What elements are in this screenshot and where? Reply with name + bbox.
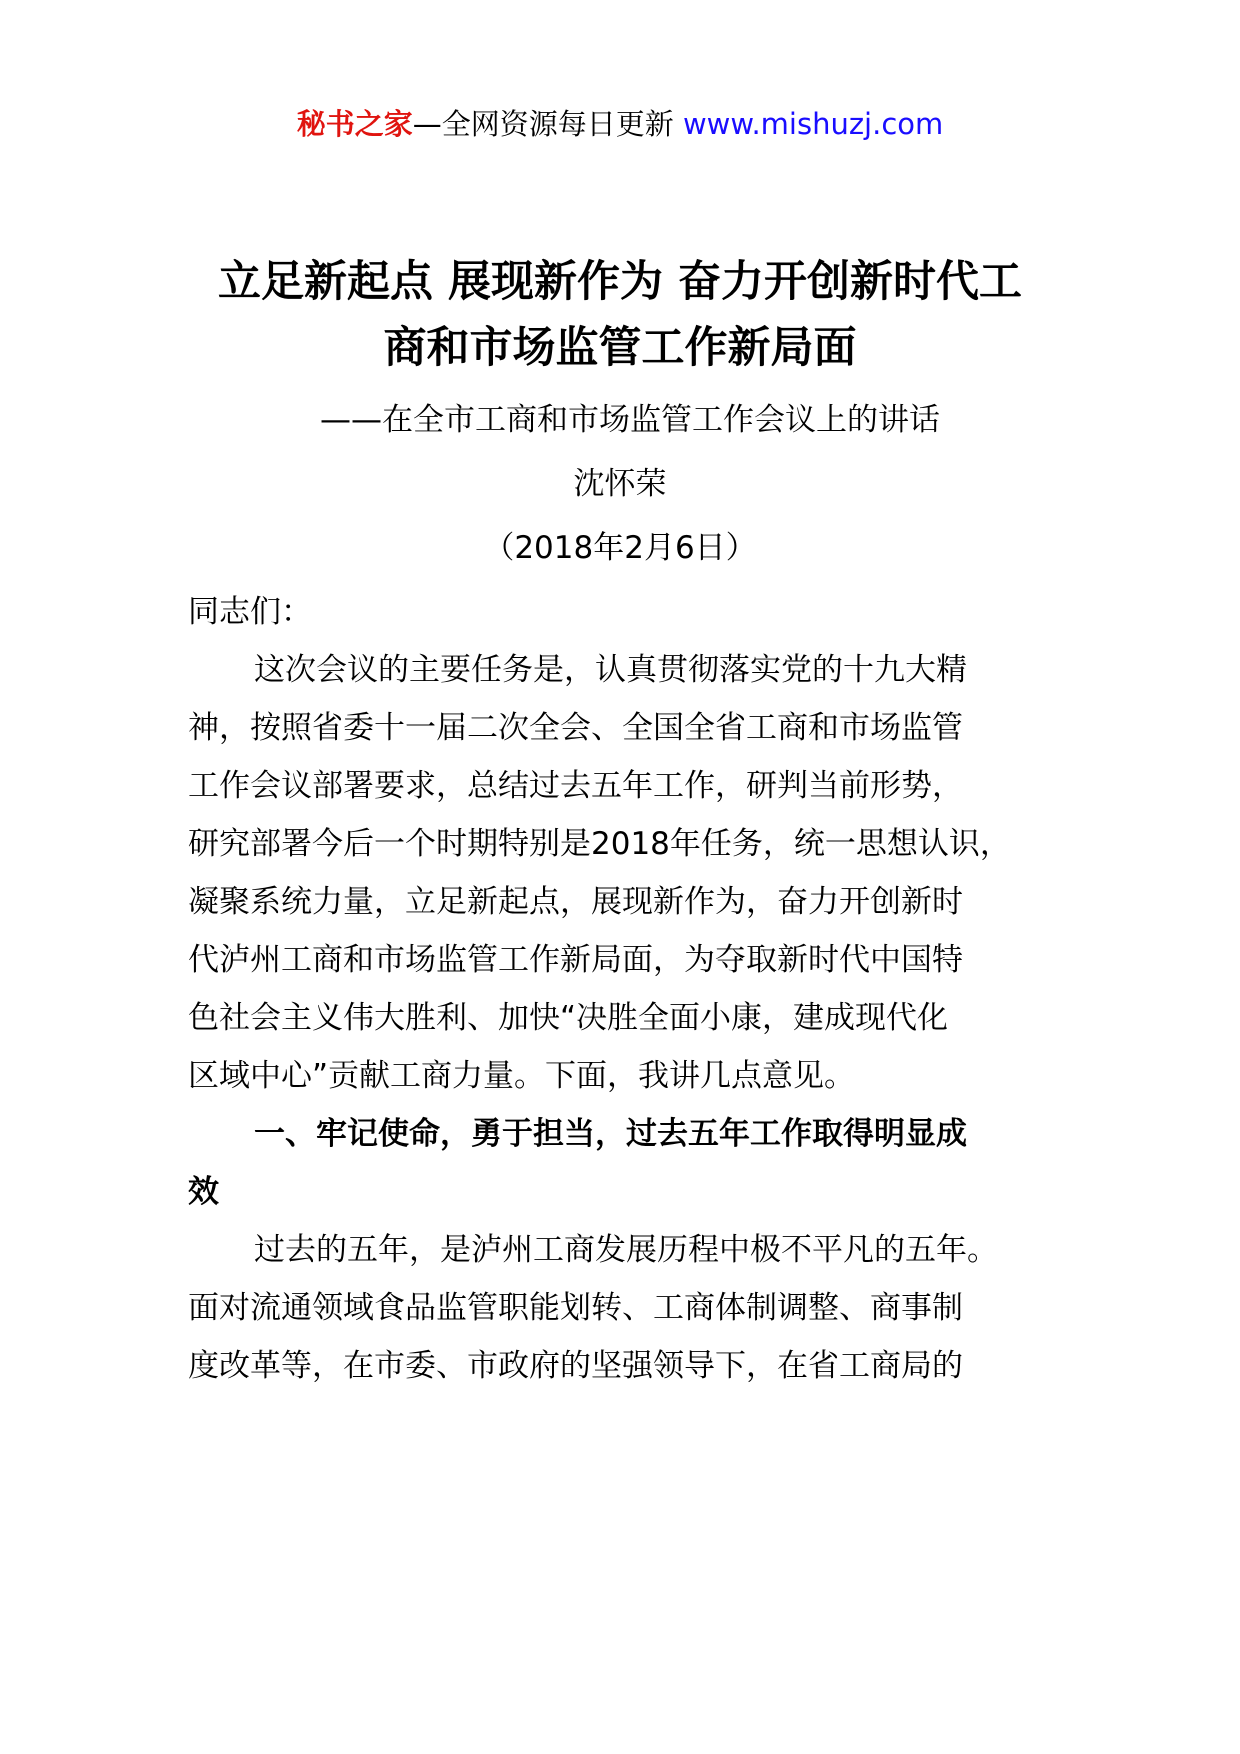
header-tagline: —全网资源每日更新 xyxy=(412,107,683,141)
section-heading-line: 一、牢记使命，勇于担当，过去五年工作取得明显成 xyxy=(254,1116,967,1152)
paragraph-line: 研究部署今后一个时期特别是2018年任务，统一思想认识， xyxy=(188,826,1011,862)
site-header xyxy=(0,104,1240,144)
site-url-link[interactable]: www.mishuzj.com xyxy=(682,107,944,141)
document-title-line-2: 商和市场监管工作新局面 xyxy=(383,323,857,373)
paragraph-line: 度改革等，在市委、市政府的坚强领导下，在省工商局的 xyxy=(188,1348,963,1384)
brand-name: 秘书之家 xyxy=(296,107,413,141)
paragraph-line: 工作会议部署要求，总结过去五年工作，研判当前形势， xyxy=(188,768,963,804)
speech-date: （2018年2月6日） xyxy=(483,530,757,566)
paragraph-line: 过去的五年，是泸州工商发展历程中极不平凡的五年。 xyxy=(254,1232,998,1268)
paragraph-line: 代泸州工商和市场监管工作新局面，为夺取新时代中国特 xyxy=(188,942,963,978)
paragraph-line: 色社会主义伟大胜利、加快“决胜全面小康，建成现代化 xyxy=(188,1000,949,1036)
paragraph-line: 这次会议的主要任务是，认真贯彻落实党的十九大精 xyxy=(254,652,967,688)
section-heading-line: 效 xyxy=(188,1174,219,1210)
salutation: 同志们： xyxy=(188,594,312,630)
paragraph-line: 神，按照省委十一届二次全会、全国全省工商和市场监管 xyxy=(188,710,963,746)
document-title-line-1: 立足新起点 展现新作为 奋力开创新时代工 xyxy=(218,257,1022,307)
document-subtitle: ——在全市工商和市场监管工作会议上的讲话 xyxy=(320,402,940,438)
paragraph-line: 区域中心”贡献工商力量。下面，我讲几点意见。 xyxy=(188,1058,856,1094)
paragraph-line: 凝聚系统力量，立足新起点，展现新作为，奋力开创新时 xyxy=(188,884,963,920)
paragraph-line: 面对流通领域食品监管职能划转、工商体制调整、商事制 xyxy=(188,1290,963,1326)
author-name: 沈怀荣 xyxy=(573,466,667,502)
